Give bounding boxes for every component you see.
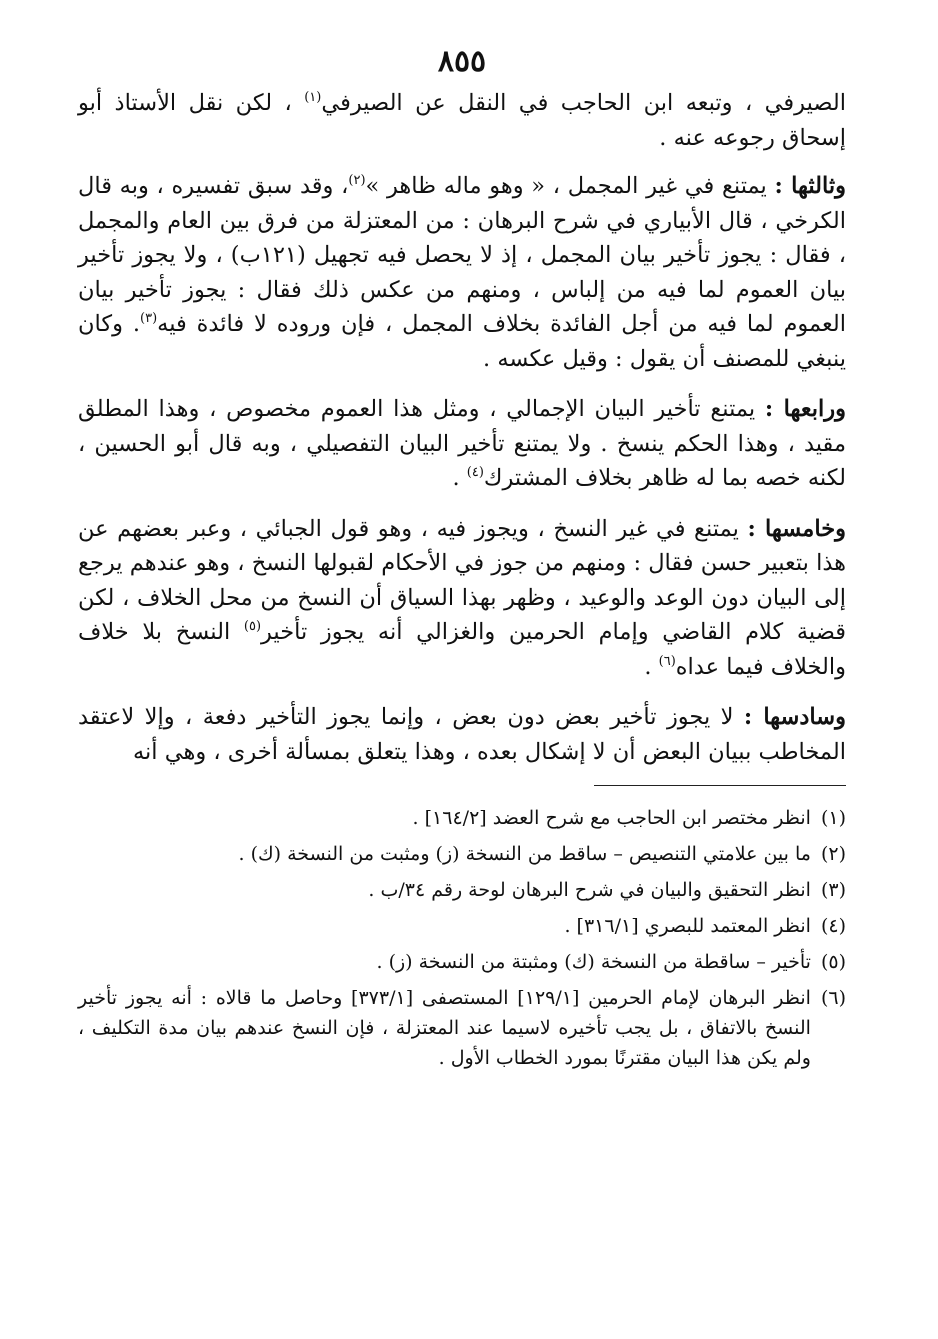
footnote-ref-4: (٤) bbox=[466, 465, 484, 480]
page-number: ٨٥٥ bbox=[437, 44, 487, 79]
footnote-ref-5: (٥) bbox=[243, 619, 262, 634]
paragraph-3 bbox=[78, 392, 846, 496]
footnote-number: (٣) bbox=[820, 879, 846, 901]
paragraph-lead: وخامسها : bbox=[747, 515, 846, 542]
footnote-ref-2: (٢) bbox=[348, 173, 366, 188]
footnote-number: (٤) bbox=[820, 915, 846, 937]
footnote-6 bbox=[78, 983, 846, 1073]
paragraph-text: النسخ بلا خلاف والخلاف فيما عداه bbox=[78, 619, 846, 680]
footnote-ref-6: (٦) bbox=[658, 653, 676, 669]
main-text bbox=[78, 86, 846, 769]
paragraph-text: . وكان ينبغي للمصنف أن يقول : وقيل عكسه . bbox=[78, 311, 846, 372]
footnote-separator bbox=[78, 785, 846, 803]
paragraph-text: يمتنع تأخير البيان الإجمالي ، ومثل هذا العموم مخصوص ، وهذا المطلق مقيد ، وهذا الحكم ينسخ . ولا يمتنع تأخير البيان التفصيلي ، وبه قال أبو الحسين ، لكنه خصه بما له ظاهر بخلاف المشترك bbox=[78, 396, 846, 491]
paragraph-text: لا يجوز تأخير بعض دون بعض ، وإنما يجوز التأخير دفعة ، وإلا لاعتقد المخاطب ببيان البعض أن لا إشكال بعده ، وهذا يتعلق بمسألة أخرى ، وهي أنه bbox=[78, 704, 846, 765]
footnote-number: (٥) bbox=[820, 951, 846, 973]
footnote-1 bbox=[78, 803, 846, 833]
footnote-4 bbox=[78, 911, 846, 941]
footnote-5 bbox=[78, 947, 846, 977]
footnote-ref-1: (١) bbox=[304, 90, 322, 105]
footnote-number: (١) bbox=[820, 807, 846, 829]
paragraph-2 bbox=[78, 169, 846, 376]
footnote-3 bbox=[78, 875, 846, 905]
footnotes bbox=[78, 803, 846, 1073]
footnote-text: انظر مختصر ابن الحاجب مع شرح العضد [١٦٤/٢] . bbox=[412, 807, 811, 829]
paragraph-text: ، وقد سبق تفسيره ، وبه قال الكرخي ، قال الأبياري في شرح البرهان : من المعتزلة من فرق بين العام والمجمل ، فقال : يجوز تأخير بيان المجمل ، إذ لا يحصل فيه تجهيل (١٢١ب) ، ولا يجوز تأخير بيان العموم لما فيه من إلباس ، ومنهم من عكس ذلك فقال : يجوز تأخير بيان العموم لما فيه من أجل الفائدة بخلاف المجمل ، فإن وروده لا فائدة فيه bbox=[78, 173, 846, 337]
footnote-text: تأخير – ساقطة من النسخة (ك) ومثبتة من النسخة (ز) . bbox=[376, 951, 811, 973]
paragraph-text: . bbox=[644, 653, 659, 680]
footnote-ref-3: (٣) bbox=[140, 311, 158, 326]
paragraph-4 bbox=[78, 512, 846, 685]
footnote-text: انظر التحقيق والبيان في شرح البرهان لوحة رقم ٣٤/ب . bbox=[368, 879, 811, 901]
paragraph-text: يمتنع في غير المجمل ، « وهو ماله ظاهر » bbox=[365, 173, 775, 199]
footnote-number: (٢) bbox=[820, 843, 846, 865]
paragraph-lead: وثالثها : bbox=[774, 173, 847, 199]
footnote-number: (٦) bbox=[820, 987, 846, 1009]
paragraph-text: ، لكن نقل الأستاذ أبو إسحاق رجوعه عنه . bbox=[78, 90, 846, 151]
paragraph-lead: وسادسها : bbox=[743, 704, 846, 730]
paragraph-1 bbox=[78, 86, 846, 155]
footnote-text: ما بين علامتي التنصيص – ساقط من النسخة (ز) ومثبت من النسخة (ك) . bbox=[238, 843, 811, 865]
footnote-text: انظر البرهان لإمام الحرمين [١٢٩/١] المستصفى [٣٧٣/١] وحاصل ما قالاه : أنه يجوز تأخير النسخ بالاتفاق ، بل يجب تأخيره لاسيما عند المعتزلة ، فإن النسخ عندهم بيان مدة التكليف ، ولم يكن هذا البيان مقترنًا بمورد الخطاب الأول . bbox=[78, 987, 811, 1069]
paragraph-text: يمتنع في غير النسخ ، ويجوز فيه ، وهو قول الجبائي ، وعبر بعضهم عن هذا بتعبير حسن فقال : ومنهم من جوز في الأحكام لقبولها النسخ ، وهو عندهم يرجع إلى البيان دون الوعد والوعيد ، وظهر بهذا السياق أن النسخ من محل الخلاف ، لكن قضية كلام القاضي وإمام الحرمين والغزالي أنه يجوز تأخير bbox=[78, 515, 846, 645]
footnote-2 bbox=[78, 839, 846, 869]
footnote-text: انظر المعتمد للبصري [٣١٦/١] . bbox=[564, 915, 811, 937]
paragraph-5 bbox=[78, 700, 846, 769]
paragraph-text: الصيرفي ، وتبعه ابن الحاجب في النقل عن الصيرفي bbox=[321, 90, 846, 116]
paragraph-lead: ورابعها : bbox=[764, 396, 846, 422]
paragraph-text: . bbox=[452, 465, 467, 491]
